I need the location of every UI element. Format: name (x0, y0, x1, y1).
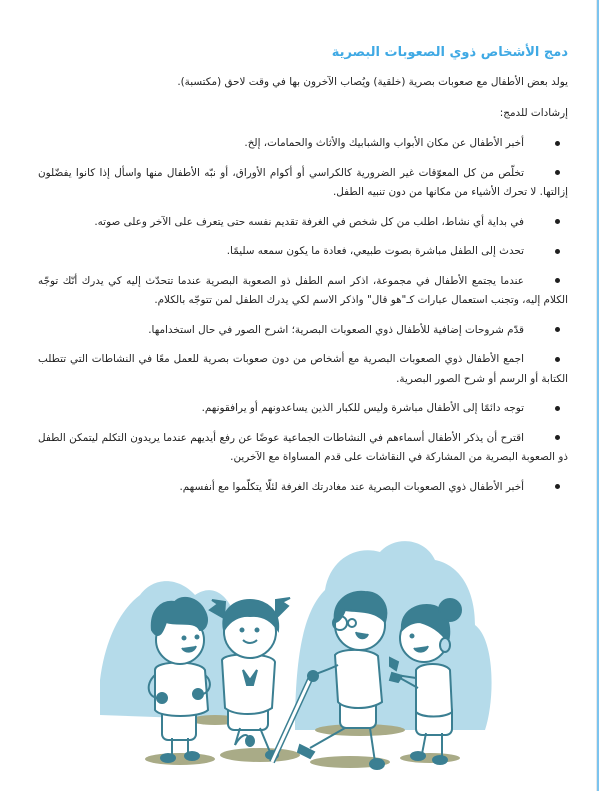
guidelines-heading: إرشادات للدمج: (499, 106, 568, 119)
list-item (38, 164, 568, 203)
list-item (38, 134, 568, 154)
bullet-icon (555, 357, 560, 362)
page-edge (597, 0, 599, 791)
bullet-icon (555, 484, 560, 489)
list-item-text: أخبر الأطفال ذوي الصعوبات البصرية عند مغادرتك الغرفة لئلّا يتكلّموا مع أنفسهم. (179, 480, 524, 493)
list-item (38, 272, 568, 311)
list-item-text: توجه دائمًا إلى الأطفال مباشرة وليس للكبار الذين يساعدونهم أو يرافقونهم. (201, 402, 524, 414)
bullet-icon (555, 170, 560, 175)
bullet-icon (555, 141, 560, 146)
list-item (38, 242, 568, 262)
ground-shadow (400, 753, 460, 763)
children-playing-illustration (100, 530, 500, 791)
ground-shadow (145, 753, 215, 765)
list-item-text: قدّم شروحات إضافية للأطفال ذوي الصعوبات البصرية؛ اشرح الصور في حال استخدامها. (148, 323, 524, 336)
bullet-icon (555, 278, 560, 283)
list-item (38, 429, 568, 468)
list-item (38, 321, 568, 341)
bullet-icon (555, 249, 560, 254)
list-item-text: اقترح أن يذكر الأطفال أسماءهم في النشاطات الجماعية عوضًا عن رفع أيديهم عندما يريدون التكلم ليتمكن الطفل ذو الصعوبة البصرية من المشاركة في النقاشات على قدم المساواة مع الآخرين. (38, 431, 568, 463)
list-item-text: تحدث إلى الطفل مباشرة بصوت طبيعي، فعادة ما يكون سمعه سليمًا. (226, 245, 524, 257)
list-item (38, 350, 568, 389)
list-item-text: تخلّص من كل المعوّقات غير الضرورية كالكراسي أو أكوام الأوراق، أو نبّه الأطفال منها واسأل إذا كانوا يفضّلون إزالتها. لا تحرك الأشياء من مكانها من دون تنبيه الطفل. (38, 166, 568, 198)
list-item-text: اجمع الأطفال ذوي الصعوبات البصرية مع أشخاص من دون صعوبات بصرية للعمل معًا في النشاطات التي تتطلب الكتابة أو الرسم أو شرح الصور البصرية. (38, 353, 568, 385)
intro-paragraph: يولد بعض الأطفال مع صعوبات بصرية (خلقية) ويُصاب الآخرون بها في وقت لاحق (مكتسبة). (177, 76, 568, 88)
document-content (38, 44, 568, 507)
section-title: دمج الأشخاص ذوي الصعوبات البصرية (331, 45, 568, 60)
list-item-text: عندما يجتمع الأطفال في مجموعة، اذكر اسم الطفل ذو الصعوبة البصرية عندما تتحدّث إليه كي يدرك أنّك توجّه الكلام إليه، وتجنب استعمال عبارات كـ"هو قال" واذكر الاسم لكي يدرك الطفل لمن تتوجّه بالكلام. (38, 274, 568, 306)
list-item (38, 399, 568, 419)
bush-right (295, 541, 492, 730)
list-item-text: أخبر الأطفال عن مكان الأبواب والشبابيك والأثاث والحمامات، إلخ. (244, 137, 524, 149)
guidelines-list (38, 134, 568, 497)
child-boy-left (149, 598, 210, 762)
bullet-icon (555, 435, 560, 440)
list-item (38, 213, 568, 233)
bullet-icon (555, 219, 560, 224)
bullet-icon (555, 327, 560, 332)
list-item (38, 478, 568, 498)
ground-shadow (220, 748, 300, 762)
bullet-icon (555, 406, 560, 411)
list-item-text: في بداية أي نشاط، اطلب من كل شخص في الغرفة تقديم نفسه حتى يتعرف على الآخر وعلى صوته. (94, 215, 524, 228)
